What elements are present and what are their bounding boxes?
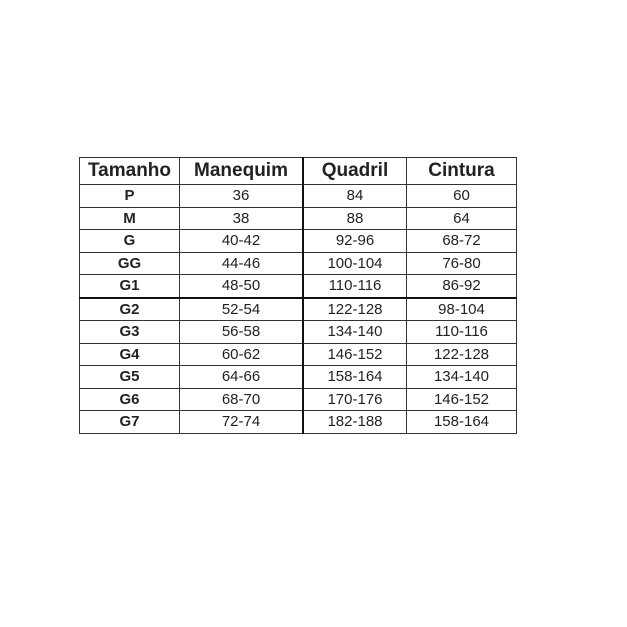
quadril-cell: 134-140 (303, 321, 407, 344)
size-cell: G2 (80, 298, 180, 321)
size-cell: M (80, 207, 180, 230)
table-row (80, 207, 517, 230)
manequim-cell: 60-62 (180, 343, 304, 366)
quadril-cell: 182-188 (303, 411, 407, 434)
size-cell: G1 (80, 275, 180, 298)
manequim-cell: 56-58 (180, 321, 304, 344)
cintura-cell: 86-92 (407, 275, 517, 298)
manequim-cell: 64-66 (180, 366, 304, 389)
table-row (80, 411, 517, 434)
size-cell: P (80, 185, 180, 208)
table-row (80, 388, 517, 411)
quadril-cell: 170-176 (303, 388, 407, 411)
size-cell: G4 (80, 343, 180, 366)
table-row (80, 230, 517, 253)
quadril-cell: 110-116 (303, 275, 407, 298)
manequim-cell: 48-50 (180, 275, 304, 298)
size-cell: GG (80, 252, 180, 275)
header-manequim: Manequim (180, 158, 304, 185)
header-quadril: Quadril (303, 158, 407, 185)
table-body (80, 185, 517, 434)
manequim-cell: 38 (180, 207, 304, 230)
quadril-cell: 92-96 (303, 230, 407, 253)
cintura-cell: 64 (407, 207, 517, 230)
table-row (80, 321, 517, 344)
cintura-cell: 68-72 (407, 230, 517, 253)
quadril-cell: 84 (303, 185, 407, 208)
manequim-cell: 52-54 (180, 298, 304, 321)
manequim-cell: 44-46 (180, 252, 304, 275)
quadril-cell: 88 (303, 207, 407, 230)
quadril-cell: 146-152 (303, 343, 407, 366)
manequim-cell: 36 (180, 185, 304, 208)
cintura-cell: 60 (407, 185, 517, 208)
quadril-cell: 100-104 (303, 252, 407, 275)
quadril-cell: 158-164 (303, 366, 407, 389)
header-tamanho: Tamanho (80, 158, 180, 185)
size-cell: G6 (80, 388, 180, 411)
cintura-cell: 146-152 (407, 388, 517, 411)
size-cell: G5 (80, 366, 180, 389)
header-row (80, 158, 517, 185)
size-chart-table (79, 157, 517, 434)
size-cell: G7 (80, 411, 180, 434)
manequim-cell: 68-70 (180, 388, 304, 411)
cintura-cell: 98-104 (407, 298, 517, 321)
table-row (80, 252, 517, 275)
manequim-cell: 72-74 (180, 411, 304, 434)
manequim-cell: 40-42 (180, 230, 304, 253)
quadril-cell: 122-128 (303, 298, 407, 321)
table-row (80, 366, 517, 389)
table-header (80, 158, 517, 185)
cintura-cell: 76-80 (407, 252, 517, 275)
table-row (80, 275, 517, 298)
size-cell: G (80, 230, 180, 253)
header-cintura: Cintura (407, 158, 517, 185)
table-row (80, 298, 517, 321)
cintura-cell: 122-128 (407, 343, 517, 366)
cintura-cell: 110-116 (407, 321, 517, 344)
table-row (80, 343, 517, 366)
table-row (80, 185, 517, 208)
size-cell: G3 (80, 321, 180, 344)
cintura-cell: 134-140 (407, 366, 517, 389)
cintura-cell: 158-164 (407, 411, 517, 434)
